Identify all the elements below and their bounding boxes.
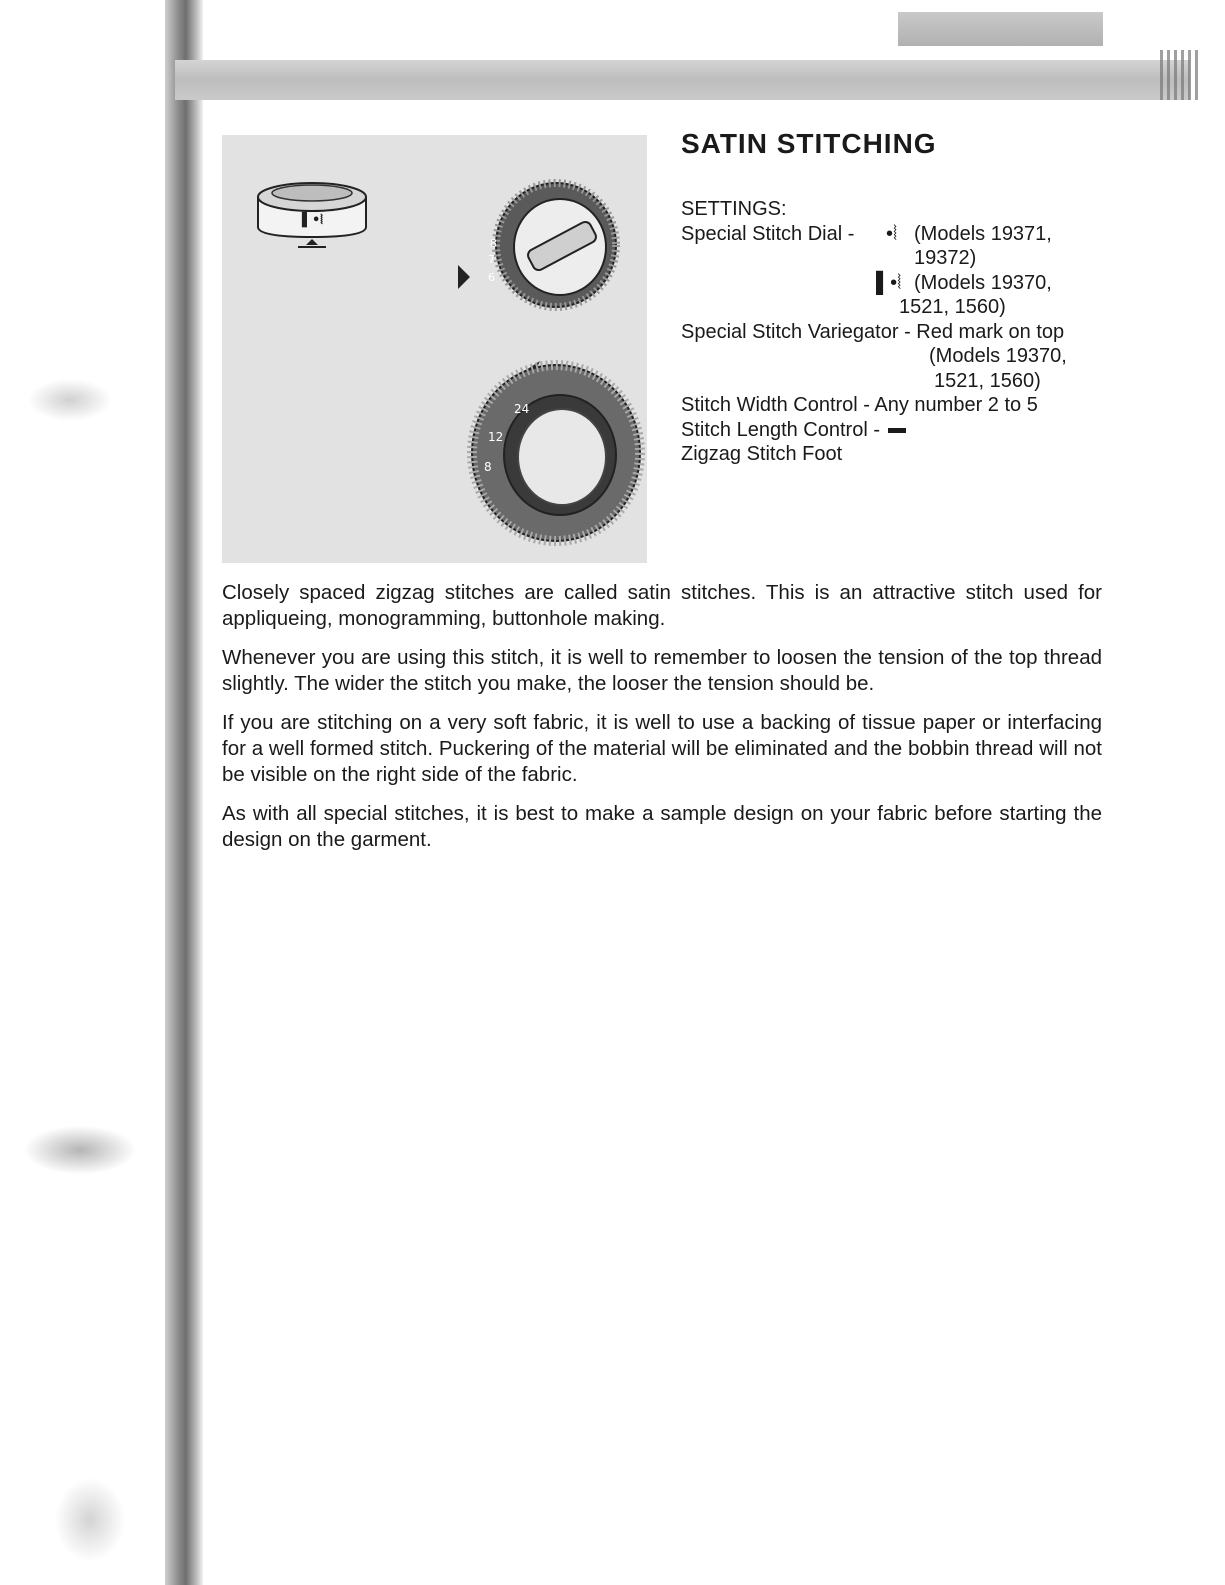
dial-number: 6 [488,271,495,284]
special-stitch-dial [458,183,616,307]
dial-models-text: 19372) [914,247,977,269]
presser-foot-setting: Zigzag Stitch Foot [681,443,843,465]
paragraph: Whenever you are using this stitch, it is well to remember to loosen the tension of the top thread slightly. The wider the stitch you make, the looser the tension should be. [222,646,1102,695]
stitch-length-label: Stitch Length Control - [681,418,880,441]
body-text [222,580,1102,866]
paragraph: As with all special stitches, it is best to make a sample design on your fabric before starting the design on the garment. [222,802,1102,851]
special-stitch-dial-label: Special Stitch Dial - [681,222,855,245]
dial-models-text: 1521, 1560) [899,296,1006,318]
page-binding-shadow [165,0,203,1585]
dial-number: 8 [490,237,497,250]
dial-models-row [681,271,1111,296]
page-title: SATIN STITCHING [681,128,937,159]
scan-margin [0,0,170,1585]
paragraph: If you are stitching on a very soft fabric, it is well to use a backing of tissue paper or interfacing for a well formed stitch. Puckering of the material will be eliminated and the bobbin thread will not be visible on the right side of the fabric. [222,711,1102,786]
special-stitch-dial-setting [681,222,1111,247]
variegator-models-text: (Models 19370, [929,345,1067,367]
dial-symbol-icon: ▌•⦚ [876,271,902,294]
svg-text:▌•⦚: ▌•⦚ [302,213,324,228]
stitch-length-setting [681,418,1111,443]
dial-number: 12 [488,430,504,444]
header-tab [898,12,1103,46]
dial-symbol-icon: •⦚ [886,222,898,245]
dial-drawing [222,135,647,563]
dial-models-row [681,246,1111,271]
variegator-models-row [681,344,1111,369]
variegator-models-row [681,369,1111,394]
variegator-models-text: 1521, 1560) [934,369,1041,392]
variegator-setting: Special Stitch Variegator - Red mark on top [681,320,1065,343]
dial-number: 8 [484,460,492,474]
dial-illustration [222,135,647,563]
header-edge-marks [1160,50,1200,100]
red-mark-icon [306,239,318,245]
settings-block [681,197,1111,467]
header-bar [175,60,1190,100]
dial-number: 24 [514,402,530,416]
stitch-width-setting: Stitch Width Control - Any number 2 to 5 [681,394,1038,416]
dial-pointer-icon [458,265,470,289]
stitch-width-dial [472,361,640,541]
paragraph: Closely spaced zigzag stitches are called satin stitches. This is an attractive stitch used for appliqueing, monogramming, buttonhole making. [222,581,1102,630]
dial-number: 7 [488,253,495,266]
stitch-length-symbol-icon [888,428,906,433]
settings-heading: SETTINGS: [681,198,787,220]
dial-models-text: (Models 19371, [914,222,1052,245]
dial-models-text: (Models 19370, [914,271,1052,294]
variegator-knob [258,183,366,247]
dial-models-row [681,295,1111,320]
